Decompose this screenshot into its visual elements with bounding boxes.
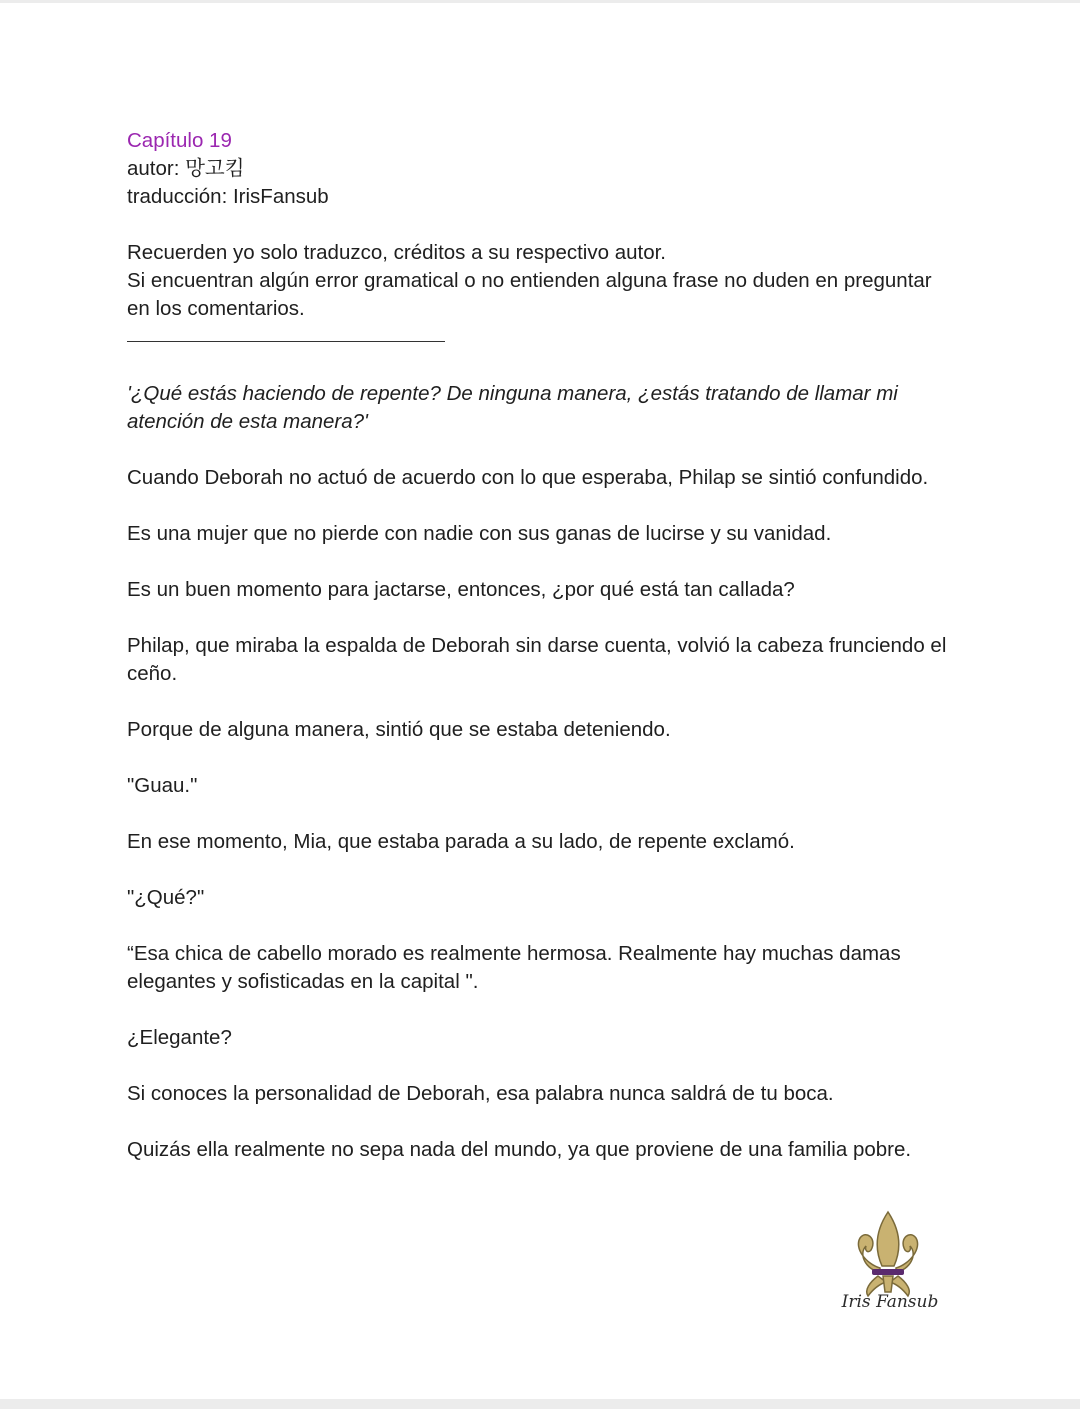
paragraph-6: Porque de alguna manera, sintió que se estaba deteniendo.: [127, 718, 671, 741]
spacer: [127, 211, 957, 239]
paragraph-12: Si conoces la personalidad de Deborah, esa palabra nunca saldrá de tu boca.: [127, 1082, 834, 1105]
document-page: [127, 127, 957, 1192]
translation-line: traducción: IrisFansub: [127, 185, 329, 208]
top-border: [0, 0, 1080, 3]
paragraph-3: Es una mujer que no pierde con nadie con sus ganas de lucirse y su vanidad.: [127, 522, 832, 545]
separator-line: [127, 325, 445, 342]
notice-line-1: Recuerden yo solo traduzco, créditos a su respectivo autor.: [127, 241, 666, 264]
paragraph-8: En ese momento, Mia, que estaba parada a su lado, de repente exclamó.: [127, 830, 795, 853]
chapter-title: Capítulo 19: [127, 129, 232, 152]
paragraph-13: Quizás ella realmente no sepa nada del mundo, ya que proviene de una familia pobre.: [127, 1138, 912, 1161]
paragraph-4: Es un buen momento para jactarse, entonces, ¿por qué está tan callada?: [127, 578, 795, 601]
bottom-border: [0, 1399, 1080, 1409]
paragraph-7: "Guau.": [127, 774, 198, 797]
notice-line-2: Si encuentran algún error gramatical o no entienden alguna frase no duden en preguntar en los comentarios.: [127, 269, 932, 320]
watermark-text: Iris Fansub: [841, 1292, 939, 1312]
paragraph-10: “Esa chica de cabello morado es realmente hermosa. Realmente hay muchas damas elegantes y sofisticadas en la capital ".: [127, 942, 901, 993]
paragraph-1: '¿Qué estás haciendo de repente? De ninguna manera, ¿estás tratando de llamar mi atención de esta manera?': [127, 382, 898, 433]
paragraph-11: ¿Elegante?: [127, 1026, 232, 1049]
paragraph-2: Cuando Deborah no actuó de acuerdo con lo que esperaba, Philap se sintió confundido.: [127, 466, 929, 489]
author-line: autor: 망고킴: [127, 157, 245, 180]
paragraph-5: Philap, que miraba la espalda de Deborah sin darse cuenta, volvió la cabeza frunciendo el ceño.: [127, 634, 947, 685]
paragraph-9: "¿Qué?": [127, 886, 205, 909]
